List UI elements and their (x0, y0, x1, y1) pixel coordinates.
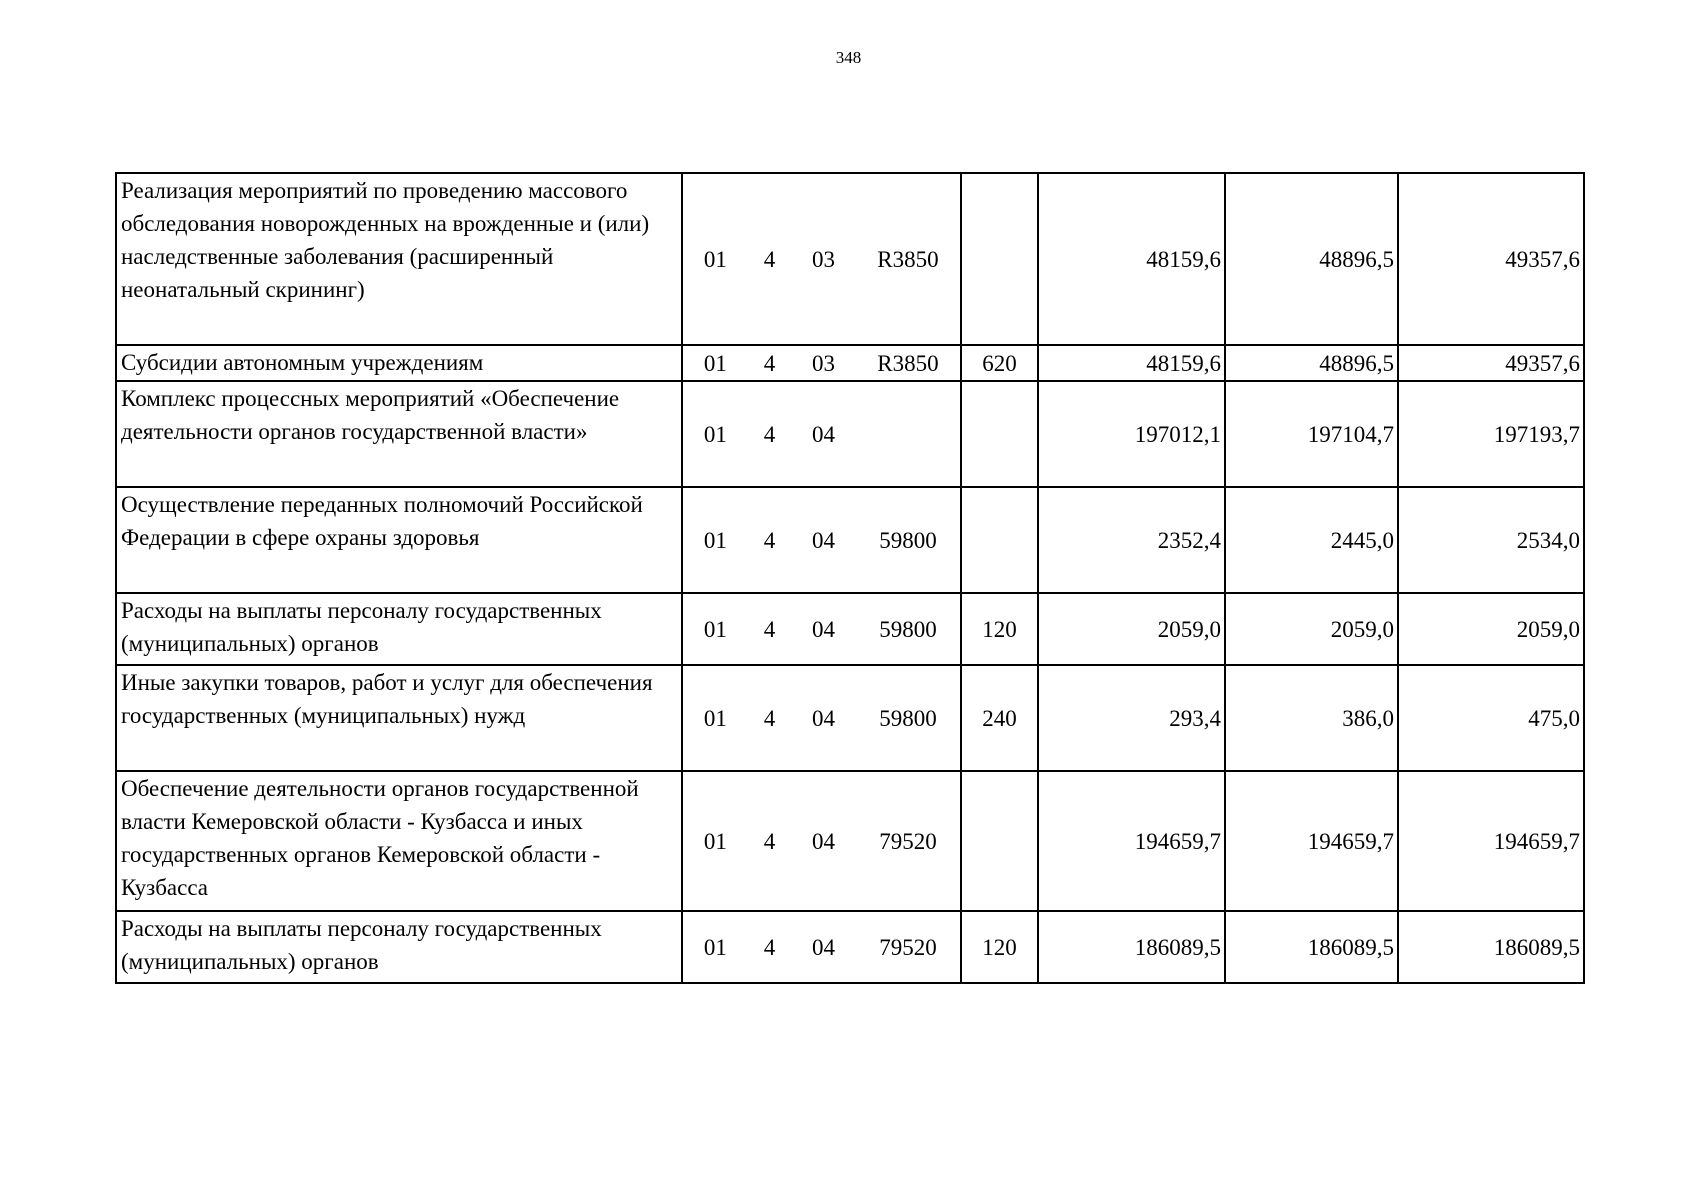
expense-type-cell (961, 173, 1038, 345)
amount-year-1: 293,4 (1038, 665, 1225, 771)
amount-year-1: 197012,1 (1038, 381, 1225, 487)
direction-code: 79520 (879, 934, 937, 960)
expense-type-cell (961, 771, 1038, 911)
direction-code: 59800 (879, 705, 937, 731)
codes-cell (682, 487, 961, 593)
subprogram-code: 4 (763, 246, 776, 272)
page-number: 348 (835, 48, 862, 67)
subprogram-code: 4 (763, 616, 776, 642)
table-row (116, 345, 1584, 381)
amount-year-1: 186089,5 (1038, 911, 1225, 983)
direction-code: 79520 (879, 828, 937, 854)
codes-cell (682, 345, 961, 381)
budget-table (115, 172, 1585, 984)
program-code: 01 (703, 421, 727, 447)
row-name-cell: Обеспечение деятельности органов государственной власти Кемеровской области - Кузбасса и иных государственных органов Кемеровской области - Кузбасса (116, 771, 682, 911)
program-code: 01 (703, 705, 727, 731)
row-name-cell: Комплекс процессных мероприятий «Обеспечение деятельности органов государственной власти» (116, 381, 682, 487)
amount-year-1: 48159,6 (1038, 173, 1225, 345)
subprogram-code: 4 (763, 934, 776, 960)
expense-type-cell: 240 (961, 665, 1038, 771)
activity-code: 04 (811, 616, 835, 642)
codes-cell (682, 771, 961, 911)
amount-year-3: 49357,6 (1398, 345, 1584, 381)
amount-year-2: 2445,0 (1225, 487, 1398, 593)
amount-year-3: 475,0 (1398, 665, 1584, 771)
table-row (116, 173, 1584, 345)
amount-year-2: 186089,5 (1225, 911, 1398, 983)
amount-year-2: 194659,7 (1225, 771, 1398, 911)
activity-code: 04 (811, 934, 835, 960)
activity-code: 04 (811, 828, 835, 854)
table-row (116, 593, 1584, 665)
subprogram-code: 4 (763, 828, 776, 854)
row-name-cell: Реализация мероприятий по проведению массового обследования новорожденных на врожденные и (или) наследственные заболевания (расширенный неонатальный скрининг) (116, 173, 682, 345)
program-code: 01 (703, 527, 727, 553)
amount-year-3: 197193,7 (1398, 381, 1584, 487)
amount-year-3: 186089,5 (1398, 911, 1584, 983)
activity-code: 04 (811, 527, 835, 553)
codes-cell (682, 593, 961, 665)
codes-cell (682, 173, 961, 345)
table-row (116, 487, 1584, 593)
table-row (116, 771, 1584, 911)
row-name-cell: Иные закупки товаров, работ и услуг для обеспечения государственных (муниципальных) нужд (116, 665, 682, 771)
row-name-cell: Осуществление переданных полномочий Российской Федерации в сфере охраны здоровья (116, 487, 682, 593)
codes-cell (682, 911, 961, 983)
expense-type-cell (961, 381, 1038, 487)
activity-code: 03 (811, 246, 835, 272)
expense-type-cell: 120 (961, 593, 1038, 665)
activity-code: 03 (811, 350, 835, 376)
expense-type-cell: 120 (961, 911, 1038, 983)
program-code: 01 (703, 616, 727, 642)
amount-year-2: 48896,5 (1225, 173, 1398, 345)
amount-year-1: 2352,4 (1038, 487, 1225, 593)
table-row (116, 381, 1584, 487)
activity-code: 04 (811, 421, 835, 447)
program-code: 01 (703, 350, 727, 376)
program-code: 01 (703, 934, 727, 960)
codes-cell (682, 665, 961, 771)
direction-code: R3850 (877, 350, 939, 376)
subprogram-code: 4 (763, 350, 776, 376)
amount-year-1: 194659,7 (1038, 771, 1225, 911)
direction-code: 59800 (879, 616, 937, 642)
subprogram-code: 4 (763, 705, 776, 731)
direction-code: 59800 (879, 527, 937, 553)
direction-code: R3850 (877, 246, 939, 272)
amount-year-3: 2059,0 (1398, 593, 1584, 665)
codes-cell (682, 381, 961, 487)
program-code: 01 (703, 246, 727, 272)
subprogram-code: 4 (763, 527, 776, 553)
amount-year-2: 386,0 (1225, 665, 1398, 771)
expense-type-cell: 620 (961, 345, 1038, 381)
amount-year-1: 48159,6 (1038, 345, 1225, 381)
row-name-cell: Расходы на выплаты персоналу государственных (муниципальных) органов (116, 911, 682, 983)
table-row (116, 911, 1584, 983)
amount-year-3: 194659,7 (1398, 771, 1584, 911)
amount-year-3: 2534,0 (1398, 487, 1584, 593)
amount-year-1: 2059,0 (1038, 593, 1225, 665)
subprogram-code: 4 (763, 421, 776, 447)
row-name-cell: Субсидии автономным учреждениям (116, 345, 682, 381)
amount-year-2: 2059,0 (1225, 593, 1398, 665)
amount-year-3: 49357,6 (1398, 173, 1584, 345)
amount-year-2: 48896,5 (1225, 345, 1398, 381)
expense-type-cell (961, 487, 1038, 593)
amount-year-2: 197104,7 (1225, 381, 1398, 487)
activity-code: 04 (811, 705, 835, 731)
program-code: 01 (703, 828, 727, 854)
table-row (116, 665, 1584, 771)
row-name-cell: Расходы на выплаты персоналу государственных (муниципальных) органов (116, 593, 682, 665)
